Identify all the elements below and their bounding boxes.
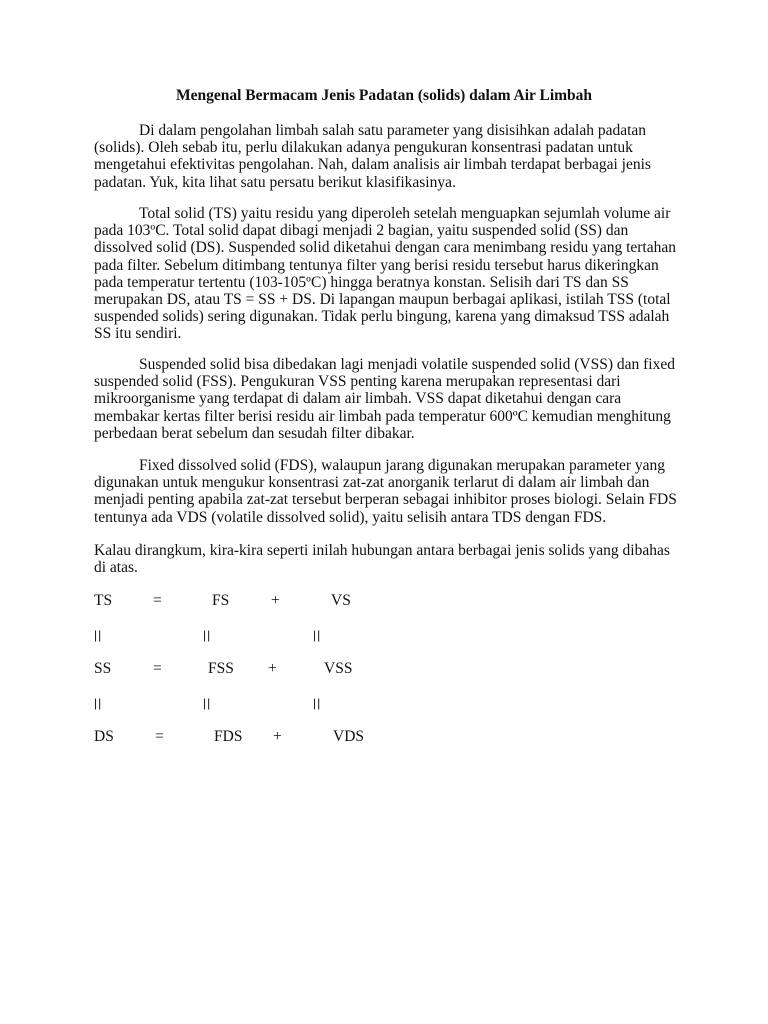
paragraph-line: SS itu sendiri. — [94, 325, 182, 343]
paragraph-line: menjadi penting apabila zat-zat tersebut berperan sebagai inhibitor proses biologi. Selain FDS — [94, 491, 677, 509]
paragraph-line: suspended solid (FSS). Pengukuran VSS penting karena merupakan representasi dari — [94, 373, 621, 391]
paragraph-line: pada temperatur tertentu (103-105ºC) hingga beratnya konstan. Selisih dari TS dan SS — [94, 273, 629, 291]
paragraph-total-solid — [94, 205, 684, 343]
document-title: Mengenal Bermacam Jenis Padatan (solids) dalam Air Limbah — [175, 87, 593, 104]
paragraph-line: perbedaan berat sebelum dan sesudah filter dibakar. — [94, 424, 415, 442]
paragraph-line: Kalau dirangkum, kira-kira seperti inilah hubungan antara berbagai jenis solids yang dibahas — [94, 542, 670, 559]
equation-row-ts — [0, 591, 768, 611]
equation-plus: + — [271, 592, 280, 609]
paragraph-line: tentunya ada VDS (volatile dissolved solid), yaitu selisih antara TDS dengan FDS. — [94, 508, 607, 526]
equation-row-ds — [0, 727, 768, 747]
paragraph-line: di atas. — [94, 559, 138, 577]
paragraph-line: (solids). Oleh sebab itu, perlu dilakukan adanya pengukuran konsentrasi padatan untuk — [94, 139, 633, 157]
paragraph-line: digunakan untuk mengukur konsentrasi zat-zat anorganik terlarut di dalam air limbah dan — [94, 474, 650, 492]
equation-term: VDS — [333, 728, 365, 745]
parallel-bar-symbol: || — [203, 628, 212, 642]
paragraph-line: Fixed dissolved solid (FDS), walaupun jarang digunakan merupakan parameter yang — [139, 457, 666, 474]
paragraph-line: membakar kertas filter berisi residu air limbah pada temperatur 600ºC kemudian menghitung — [94, 407, 671, 425]
parallel-bar-symbol: || — [313, 696, 322, 710]
paragraph-intro — [94, 122, 684, 191]
equation-equals: = — [153, 660, 162, 677]
equation-equals: = — [153, 592, 162, 609]
equation-term: FS — [212, 592, 230, 609]
equation-equals: = — [155, 728, 164, 745]
equation-term: FSS — [208, 660, 234, 677]
parallel-bar-symbol: || — [313, 628, 322, 642]
paragraph-line: suspended solids) sering digunakan. Tidak perlu bingung, karena yang dimaksud TSS adalah — [94, 308, 670, 326]
paragraph-fixed-dissolved-solid — [94, 457, 684, 526]
parallel-bar-symbol: || — [94, 628, 103, 642]
parallel-bar-symbol: || — [203, 696, 212, 710]
equation-term: DS — [94, 728, 114, 745]
equation-plus: + — [273, 728, 282, 745]
paragraph-line: padatan. Yuk, kita lihat satu persatu berikut klasifikasinya. — [94, 173, 456, 191]
paragraph-line: Di dalam pengolahan limbah salah satu parameter yang disisihkan adalah padatan — [139, 122, 647, 139]
equation-term: SS — [94, 660, 112, 677]
equation-row-ss — [0, 659, 768, 679]
equation-term: VSS — [324, 660, 353, 677]
paragraph-suspended-solid — [94, 356, 684, 442]
parallel-bar-symbol: || — [94, 696, 103, 710]
equation-bar-row — [0, 625, 768, 645]
equation-plus: + — [268, 660, 277, 677]
paragraph-line: merupakan DS, atau TS = SS + DS. Di lapangan maupun berbagai aplikasi, istilah TSS (total — [94, 291, 671, 309]
equation-term: TS — [94, 592, 113, 609]
equation-term: VS — [331, 592, 351, 609]
paragraph-line: Suspended solid bisa dibedakan lagi menjadi volatile suspended solid (VSS) dan fixed — [139, 356, 675, 373]
paragraph-line: mengetahui efektivitas pengolahan. Nah, dalam analisis air limbah terdapat berbagai jenis — [94, 156, 651, 174]
equation-term: FDS — [214, 728, 243, 745]
equation-bar-row — [0, 693, 768, 713]
paragraph-line: pada filter. Sebelum ditimbang tentunya filter yang berisi residu tersebut harus dikeringkan — [94, 256, 659, 274]
paragraph-line: dissolved solid (DS). Suspended solid diketahui dengan cara menimbang residu yang tertahan — [94, 239, 676, 257]
paragraph-line: Total solid (TS) yaitu residu yang diperoleh setelah menguapkan sejumlah volume air — [139, 205, 671, 222]
paragraph-line: pada 103ºC. Total solid dapat dibagi menjadi 2 bagian, yaitu suspended solid (SS) dan — [94, 222, 629, 240]
paragraph-line: mikroorganisme yang terdapat di dalam air limbah. VSS dapat diketahui dengan cara — [94, 390, 622, 408]
paragraph-summary — [94, 542, 684, 576]
